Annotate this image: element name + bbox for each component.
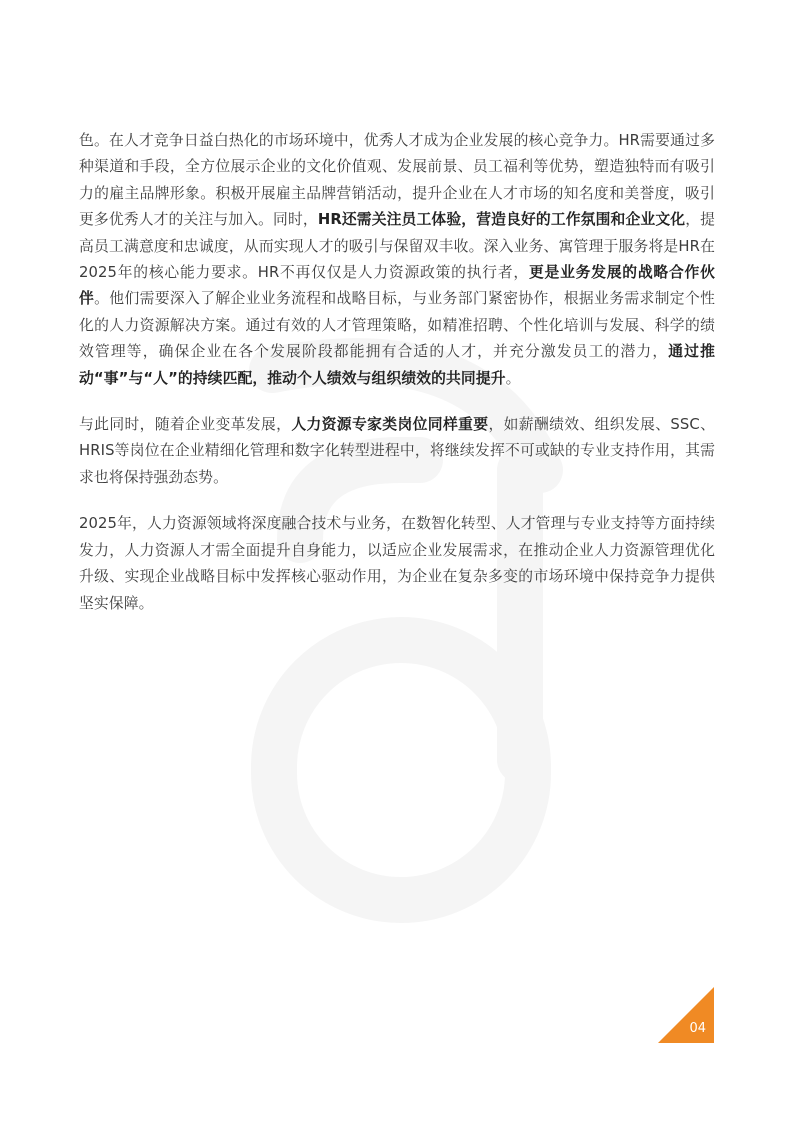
text-run: 与此同时，随着企业变革发展，	[79, 416, 292, 434]
text-run: 2025年，人力资源领域将深度融合技术与业务，在数智化转型、人才管理与专业支持等方面持续发力，人力资源人才需全面提升自身能力，以适应企业发展需求，在推动企业人力资源管理优化升级、实现企业战略目标中发挥核心驱动作用，为企业在复杂多变的市场环境中保持竞争力提供坚实保障。	[79, 515, 715, 612]
text-run: 色。在人才竞争日益白热化的市场环境中，优秀人才成为企业发展的核心竞争力。HR需要通过多种渠道和手段，全方位展示企业的文化价值观、发展前景、员工福利等优势，塑造独特而有吸引力的雇主品牌形象。积极开展雇主品牌营销活动，提升企业在人才市场的知名度和美誉度，吸引更多优秀人才的关注与加入。同时，	[79, 132, 715, 229]
paragraph-3	[79, 511, 715, 617]
text-run: 深入业务、寓管理于服务将是HR在2025年的核心能力要求。HR不再仅仅是人力资源政策的执行者，	[79, 237, 716, 282]
paragraph-1	[79, 128, 715, 392]
bold-text-run: 更是业务发展的战略合作伙伴	[79, 264, 715, 308]
bold-text-run: 通过推动“事”与“人”的持续匹配，推动个人绩效与组织绩效的共同提升	[79, 343, 715, 387]
document-body	[79, 128, 715, 637]
page-number: 04	[689, 1021, 706, 1036]
page-number-badge	[658, 987, 714, 1043]
bold-text-run: 人力资源专家类岗位同样重要	[291, 416, 489, 434]
bold-text-run: HR还需关注员工体验，营造良好的工作氛围和企业文化	[317, 211, 686, 229]
text-run: 。	[505, 369, 521, 387]
text-run: ，如薪酬绩效、组织发展、SSC、HRIS等岗位在企业精细化管理和数字化转型进程中，将继续发挥不可或缺的专业支持作用，其需求也将保持强劲态势。	[79, 416, 716, 486]
paragraph-2	[79, 412, 715, 491]
text-run: ，提高员工满意度和忠诚度，从而实现人才的吸引与保留双丰收。	[79, 211, 716, 255]
text-run: 。他们需要深入了解企业业务流程和战略目标，与业务部门紧密协作，根据业务需求制定个性化的人力资源解决方案。通过有效的人才管理策略，如精准招聘、个性化培训与发展、科学的绩效管理等，确保企业在各个发展阶段都能拥有合适的人才，并充分激发员工的潜力，	[79, 290, 715, 361]
